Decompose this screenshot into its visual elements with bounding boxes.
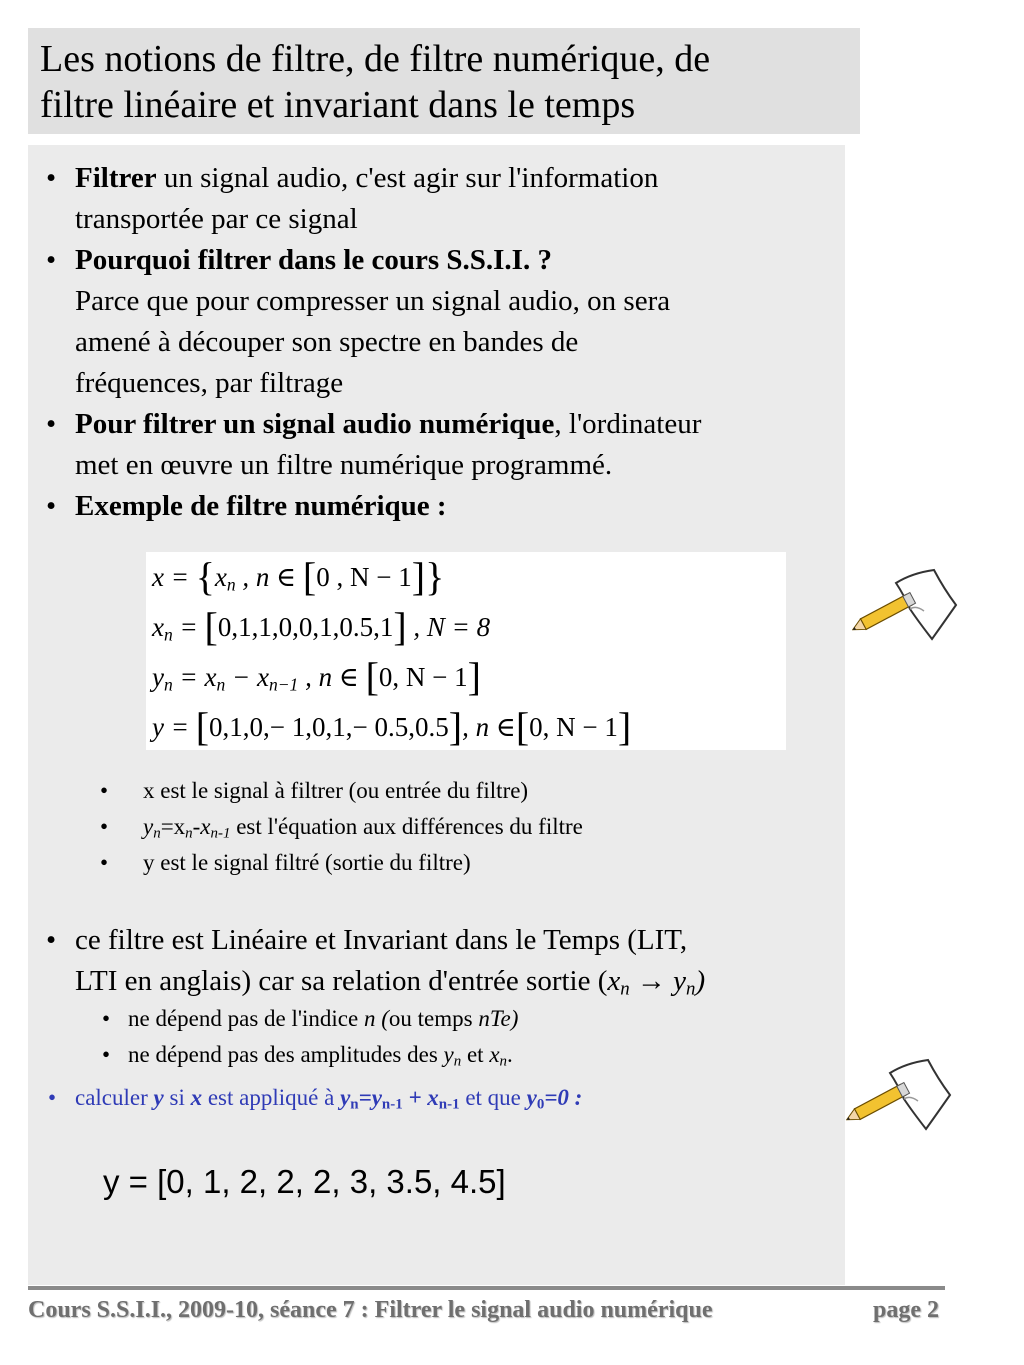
arrow-icon: → [629, 965, 674, 997]
bullet-exemple [75, 486, 447, 527]
slide-title [40, 36, 710, 128]
sub-bullet-dot: • [100, 850, 109, 875]
bullet-text: met en œuvre un filtre numérique programmé. [75, 449, 613, 481]
bullet-lti: ce filtre est Linéaire et Invariant dans le Temps (LIT, [75, 924, 688, 956]
pencil-paper-icon [846, 1055, 956, 1135]
formula-line-4: y = [0,1,0,− 1,0,1,− 0.5,0.5], n ∈[0, N − 1] [152, 704, 632, 749]
bullet-text: fréquences, par filtrage [75, 367, 344, 399]
bullet-bold: Pour filtrer un signal audio numérique [75, 408, 555, 440]
bullet-dot: • [46, 244, 57, 276]
bullet-text: , l'ordinateur [554, 408, 702, 440]
bullet-bold: Exemple de filtre numérique : [75, 490, 447, 522]
sub-bullet-dot: • [102, 1042, 111, 1067]
page-number: page 2 [873, 1297, 939, 1323]
pencil-paper-icon [852, 565, 962, 645]
bullet-pour-filtrer [75, 404, 701, 445]
formula-line-2: $x_n = [0,1,1,0,0,1,0.5,1]$ , N = 8 [152, 604, 491, 649]
title-box [28, 28, 860, 134]
bullet-bold: Pourquoi filtrer dans le cours S.S.I.I. ? [75, 244, 552, 276]
sub-bullet-dot: • [100, 814, 109, 839]
sub-bullet-signal-x: x est le signal à filtrer (ou entrée du filtre) [143, 778, 529, 803]
bullet-pourquoi [75, 240, 552, 281]
footer-course-title: Cours S.S.I.I., 2009-10, séance 7 : Filtrer le signal audio numérique [28, 1297, 713, 1323]
sub-bullet-signal-y: y est le signal filtré (sortie du filtre) [143, 850, 471, 875]
bullet-bold: Filtrer [75, 162, 157, 194]
formula-box [146, 552, 786, 750]
bullet-lti-line2: LTI en anglais) car sa relation d'entrée sortie $(x_n \to y_n)$ [75, 965, 706, 1000]
exercise-text: calculer y si x est appliqué à $y_n=y_{n-1} + x_{n-1}$ et que $y_0=0$ : [75, 1085, 583, 1113]
bullet-text: transportée par ce signal [75, 203, 358, 235]
sub-bullet-equation: $y_n=x_n-x_{n-1}$ est l'équation aux différences du filtre [143, 814, 583, 842]
bullet-text: Parce que pour compresser un signal audio, on sera [75, 285, 671, 317]
sub-bullet-amplitudes: ne dépend pas des amplitudes des $y_n$ et $x_n$. [128, 1042, 513, 1070]
bullet-dot: • [46, 490, 57, 522]
bullet-text: un signal audio, c'est agir sur l'information [156, 162, 659, 194]
sub-bullet-dot: • [102, 1006, 111, 1031]
bullet-dot: • [46, 408, 57, 440]
answer-text: y = [0, 1, 2, 2, 2, 3, 3.5, 4.5] [103, 1163, 506, 1200]
formula-line-1: $x = \{x_n$ , n ∈ [0 , N − 1]} [152, 554, 445, 599]
bullet-text: amené à découper son spectre en bandes de [75, 326, 579, 358]
bullet-dot: • [46, 924, 57, 956]
sub-bullet-indice: ne dépend pas de l'indice n (ou temps nTe) [128, 1006, 519, 1031]
sub-bullet-dot: • [100, 778, 109, 803]
bullet-dot: • [46, 162, 57, 194]
bullet-filtrer [75, 158, 658, 199]
bullet-dot: • [48, 1085, 57, 1110]
footer-divider [28, 1286, 945, 1290]
title-line-1: Les notions de filtre, de filtre numérique, de [40, 38, 711, 80]
title-line-2: filtre linéaire et invariant dans le temps [40, 84, 636, 126]
formula-line-3: $y_n = x_n - x_{n-1}$ , n ∈ [0, N − 1] [152, 654, 481, 699]
